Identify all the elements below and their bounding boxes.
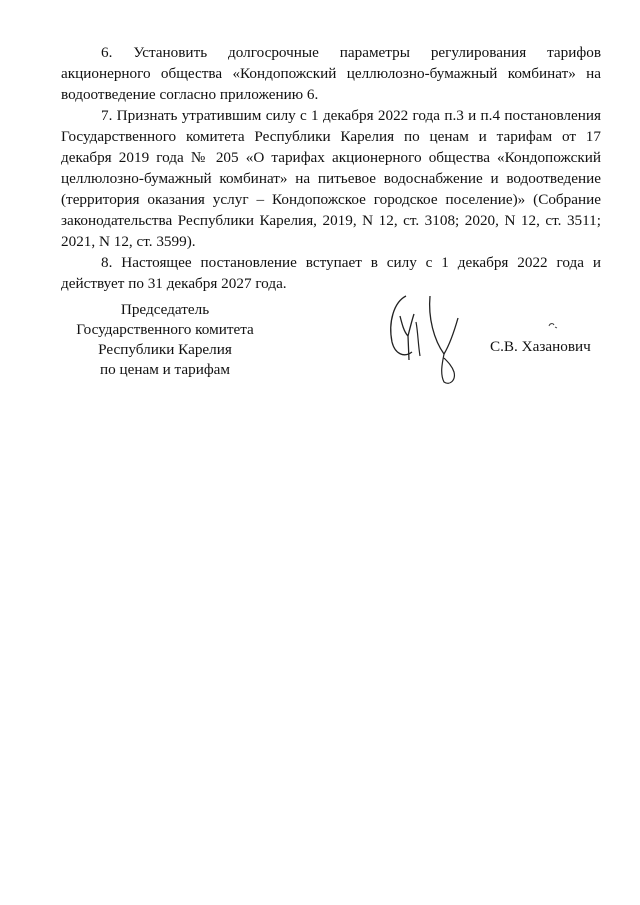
paragraph-6: 6. Установить долгосрочные параметры регулирования тарифов акционерного общества «Кондопожский целлюлозно-бумажный комбинат» на водоотведение согласно приложению 6. <box>61 44 601 103</box>
ink-mark-icon <box>548 322 558 330</box>
handwritten-signature <box>384 288 464 388</box>
position-line: Государственного комитета <box>76 321 254 338</box>
signatory-position <box>50 300 280 380</box>
position-line: Председатель <box>120 301 210 318</box>
paragraph-7: 7. Признать утратившим силу с 1 декабря 2022 года п.3 и п.4 постановления Государственного комитета Республики Карелия по ценам и тарифам от 17 декабря 2019 года № 205 «О тарифах акционерного общества «Кондопожский целлюлозно-бумажный комбинат» на питьевое водоснабжение и водоотведение (территория оказания услуг – Кондопожское городское поселение)» (Собрание законодательства Республики Карелия, 2019, N 12, ст. 3108; 2020, N 12, ст. 3511; 2021, N 12, ст. 3599). <box>61 107 601 250</box>
position-line: по ценам и тарифам <box>99 361 231 378</box>
signer-name: С.В. Хазанович <box>490 338 591 355</box>
paragraph-8: 8. Настоящее постановление вступает в силу с 1 декабря 2022 года и действует по 31 декабря 2027 года. <box>61 254 601 292</box>
position-line: Республики Карелия <box>98 341 232 358</box>
document-body <box>61 42 601 294</box>
